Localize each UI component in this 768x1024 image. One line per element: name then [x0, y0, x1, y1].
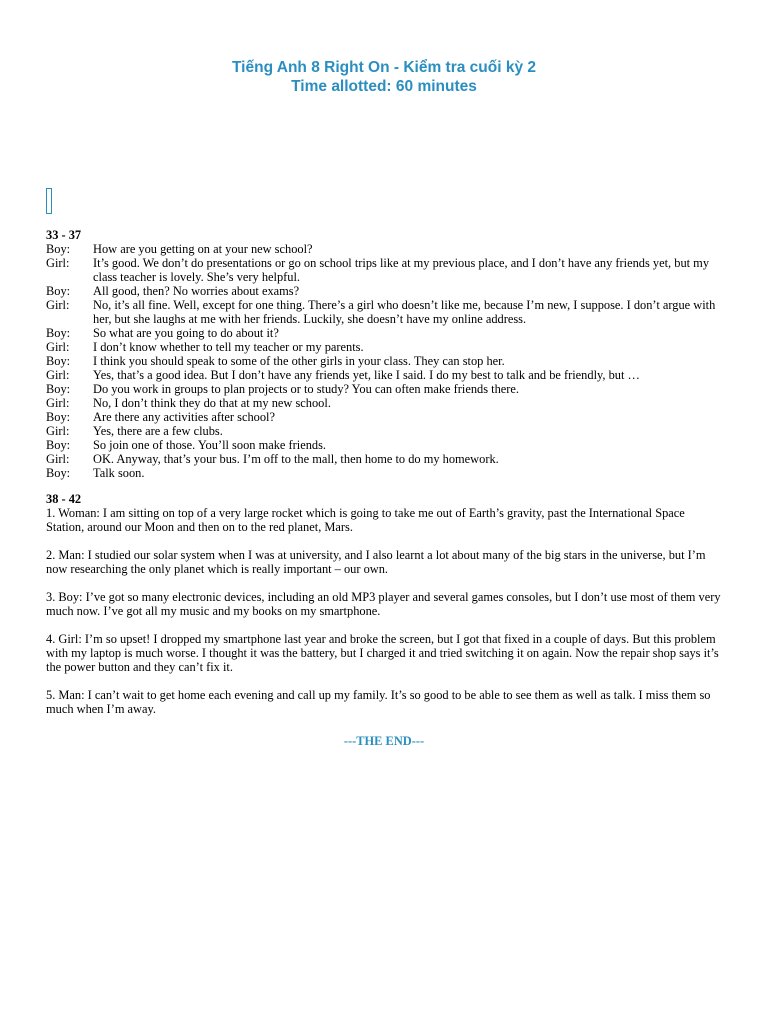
dialog-line: [46, 284, 722, 298]
dialog-line: [46, 396, 722, 410]
speaker-label: Boy:: [46, 382, 71, 396]
dialog-text: Yes, that’s a good idea. But I don’t have any friends yet, like I said. I do my best to talk and be friendly, but …: [93, 368, 640, 382]
dialog-text: So what are you going to do about it?: [93, 326, 279, 340]
dialog-line: [46, 424, 722, 438]
dialog-text: It’s good. We don’t do presentations or go on school trips like at my previous place, and I don’t have any friends yet, but my class teacher is lovely. She’s very helpful.: [93, 256, 710, 284]
document-subtitle: Time allotted: 60 minutes: [291, 78, 477, 95]
dialog-line: [46, 326, 722, 340]
image-placeholder: [46, 188, 52, 214]
speaker-label: Girl:: [46, 368, 70, 382]
speaker-label: Girl:: [46, 396, 70, 410]
dialog-line: [46, 452, 722, 466]
dialog-text: Yes, there are a few clubs.: [93, 424, 223, 438]
monologue-paragraph: 4. Girl: I’m so upset! I dropped my smartphone last year and broke the screen, but I got that fixed in a couple of days. But this problem with my laptop is much worse. I thought it was the battery, but I charged it and tried switching it on again. Now the repair shop says it’s the power button and they can’t fix it.: [46, 632, 719, 674]
dialog-line: [46, 256, 722, 284]
dialog-line: [46, 242, 722, 256]
document-header: [0, 58, 768, 96]
speaker-label: Girl:: [46, 424, 70, 438]
monologue-paragraph: 5. Man: I can’t wait to get home each evening and call up my family. It’s so good to be able to see them as well as talk. I miss them so much when I’m away.: [46, 688, 711, 716]
speaker-label: Girl:: [46, 256, 70, 270]
speaker-label: Boy:: [46, 242, 71, 256]
monologue-paragraph: 1. Woman: I am sitting on top of a very large rocket which is going to take me out of Earth’s gravity, past the International Space Station, around our Moon and then on to the red planet, Mars.: [46, 506, 685, 534]
dialog-text: I think you should speak to some of the other girls in your class. They can stop her.: [93, 354, 505, 368]
speaker-label: Girl:: [46, 452, 70, 466]
dialog-text: I don’t know whether to tell my teacher or my parents.: [93, 340, 364, 354]
dialog: [46, 242, 722, 480]
speaker-label: Boy:: [46, 284, 71, 298]
dialog-text: All good, then? No worries about exams?: [93, 284, 300, 298]
monologue-paragraph: 2. Man: I studied our solar system when I was at university, and I also learnt a lot about many of the big stars in the universe, but I’m now researching the only planet which is really important – our own.: [46, 548, 706, 576]
transcript-content: [46, 228, 722, 748]
dialog-line: [46, 340, 722, 354]
dialog-line: [46, 382, 722, 396]
dialog-line: [46, 466, 722, 480]
speaker-label: Girl:: [46, 298, 70, 312]
dialog-line: [46, 368, 722, 382]
dialog-text: Do you work in groups to plan projects or to study? You can often make friends there.: [93, 382, 520, 396]
speaker-label: Boy:: [46, 354, 71, 368]
dialog-text: So join one of those. You’ll soon make friends.: [93, 438, 327, 452]
dialog-text: OK. Anyway, that’s your bus. I’m off to the mall, then home to do my homework.: [93, 452, 499, 466]
section-title-38-42: 38 - 42: [46, 492, 82, 506]
section-title-33-37: 33 - 37: [46, 228, 82, 242]
dialog-text: No, it’s all fine. Well, except for one thing. There’s a girl who doesn’t like me, because I’m new, I suppose. I don’t argue with her, but she laughs at me with her friends. Luckily, she doesn’t have my online address.: [93, 298, 716, 326]
dialog-text: Talk soon.: [93, 466, 145, 480]
the-end-label: ---THE END---: [343, 734, 425, 748]
document-title: Tiếng Anh 8 Right On - Kiểm tra cuối kỳ 2: [231, 59, 536, 76]
dialog-line: [46, 354, 722, 368]
speaker-label: Boy:: [46, 438, 71, 452]
speaker-label: Boy:: [46, 466, 71, 480]
section-spacer: [46, 480, 722, 492]
speaker-label: Boy:: [46, 410, 71, 424]
dialog-line: [46, 438, 722, 452]
monologue-paragraph: 3. Boy: I’ve got so many electronic devices, including an old MP3 player and several games consoles, but I don’t use most of them very much now. I’ve got all my music and my books on my smartphone.: [46, 590, 721, 618]
dialog-text: Are there any activities after school?: [93, 410, 275, 424]
speaker-label: Girl:: [46, 340, 70, 354]
speaker-label: Boy:: [46, 326, 71, 340]
dialog-text: No, I don’t think they do that at my new school.: [93, 396, 331, 410]
dialog-text: How are you getting on at your new school?: [93, 242, 313, 256]
dialog-line: [46, 410, 722, 424]
dialog-line: [46, 298, 722, 326]
